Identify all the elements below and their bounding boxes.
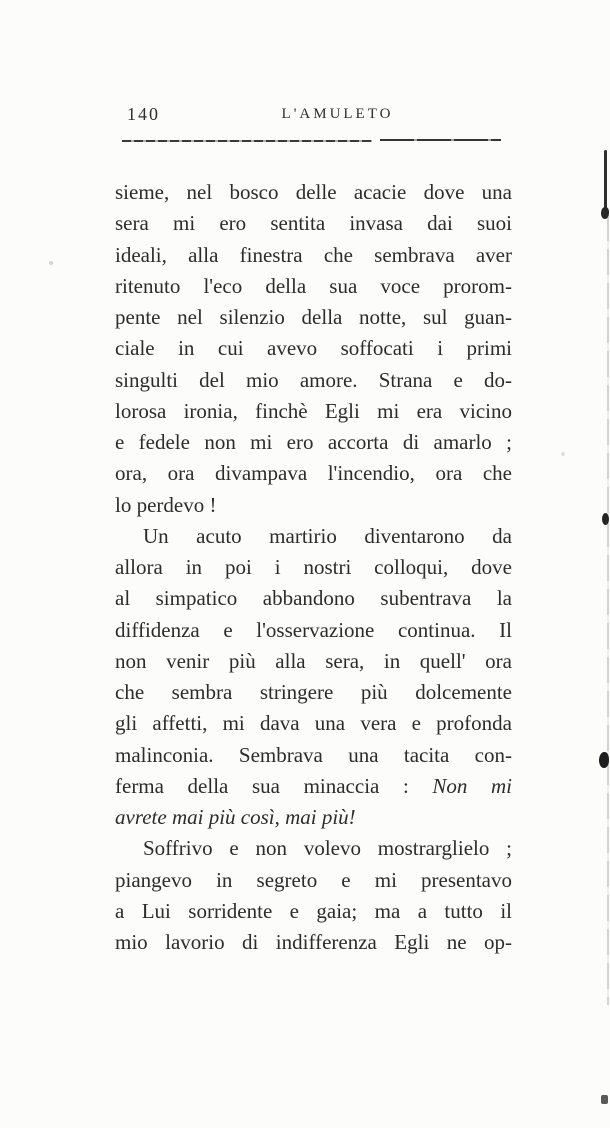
text-line bbox=[115, 833, 512, 864]
text-line bbox=[115, 583, 512, 614]
scan-dot-right-margin bbox=[561, 452, 565, 456]
text-line bbox=[115, 302, 512, 333]
header-rule-left-segment bbox=[122, 140, 372, 142]
header-rule-right-segment bbox=[380, 139, 501, 141]
text-line bbox=[115, 240, 512, 271]
body-text: Un acuto martirio diventarono da bbox=[143, 523, 512, 548]
text-line bbox=[115, 865, 512, 896]
body-text: mio lavorio di indifferenza Egli ne op- bbox=[115, 930, 512, 954]
scan-speck-bottom-right bbox=[601, 1095, 608, 1104]
body-text: al simpatico abbandono subentrava la bbox=[115, 586, 512, 611]
body-text: ora, ora divampava l'incendio, ora che bbox=[115, 461, 512, 486]
body-text: che sembra stringere più dolcemente bbox=[115, 680, 512, 704]
scan-mark-top-right bbox=[604, 150, 607, 212]
body-text: piangevo in segreto e mi presentavo bbox=[115, 867, 512, 892]
body-text: ciale in cui avevo soffocati i primi bbox=[115, 336, 512, 361]
text-block bbox=[115, 177, 512, 958]
scan-mark-mid-right bbox=[602, 513, 609, 525]
text-line bbox=[115, 208, 512, 239]
body-text: diffidenza e l'osservazione continua. Il bbox=[115, 617, 512, 642]
scan-page-edge-line bbox=[607, 215, 609, 1005]
text-line bbox=[115, 896, 512, 927]
body-text: e fedele non mi ero accorta di amarlo ; bbox=[115, 430, 512, 454]
text-line bbox=[115, 458, 512, 489]
body-text: a Lui sorridente e gaia; ma a tutto il bbox=[115, 898, 512, 923]
body-text: Soffrivo e non volevo mostrarglielo ; bbox=[143, 836, 512, 861]
text-line bbox=[115, 552, 512, 583]
scan-mark-top-right-blob bbox=[601, 207, 609, 219]
running-head bbox=[115, 102, 512, 128]
text-line bbox=[115, 771, 512, 802]
body-text: gli affetti, mi dava una vera e profonda bbox=[115, 711, 512, 736]
paragraph bbox=[115, 833, 512, 958]
scan-dot-left-margin bbox=[49, 261, 53, 265]
paragraph bbox=[115, 177, 512, 521]
body-text: ferma della sua minaccia : bbox=[115, 773, 433, 798]
scan-mark-lower-right bbox=[599, 752, 609, 768]
running-title: L'AMULETO bbox=[281, 106, 394, 122]
text-line bbox=[115, 490, 512, 521]
body-text: allora in poi i nostri colloqui, dove bbox=[115, 555, 512, 579]
text-line bbox=[115, 333, 512, 364]
text-line bbox=[115, 802, 512, 833]
text-line bbox=[115, 646, 512, 677]
paragraph bbox=[115, 521, 512, 834]
body-text: sieme, nel bosco delle acacie dove una bbox=[115, 180, 512, 204]
text-line bbox=[115, 677, 512, 708]
page-number: 140 bbox=[127, 104, 160, 124]
text-line bbox=[115, 708, 512, 739]
text-line bbox=[115, 927, 512, 958]
italic-text: avrete mai più così, mai più! bbox=[115, 805, 356, 829]
text-line bbox=[115, 177, 512, 208]
text-line bbox=[115, 271, 512, 302]
body-text: ritenuto l'eco della sua voce prorom- bbox=[115, 273, 512, 298]
text-line bbox=[115, 615, 512, 646]
italic-text: Non mi bbox=[432, 773, 512, 798]
body-text: non venir più alla sera, in quell' ora bbox=[115, 648, 512, 673]
body-text: sera mi ero sentita invasa dai suoi bbox=[115, 211, 512, 236]
body-text: ideali, alla finestra che sembrava aver bbox=[115, 242, 512, 267]
body-text: pente nel silenzio della notte, sul guan- bbox=[115, 305, 512, 329]
text-line bbox=[115, 396, 512, 427]
text-line bbox=[115, 365, 512, 396]
text-line bbox=[115, 427, 512, 458]
body-text: malinconia. Sembrava una tacita con- bbox=[115, 742, 512, 767]
body-text: singulti del mio amore. Strana e do- bbox=[115, 367, 512, 392]
body-text: lorosa ironia, finchè Egli mi era vicino bbox=[115, 398, 512, 423]
body-text: lo perdevo ! bbox=[115, 492, 217, 517]
text-line bbox=[115, 521, 512, 552]
text-line bbox=[115, 740, 512, 771]
